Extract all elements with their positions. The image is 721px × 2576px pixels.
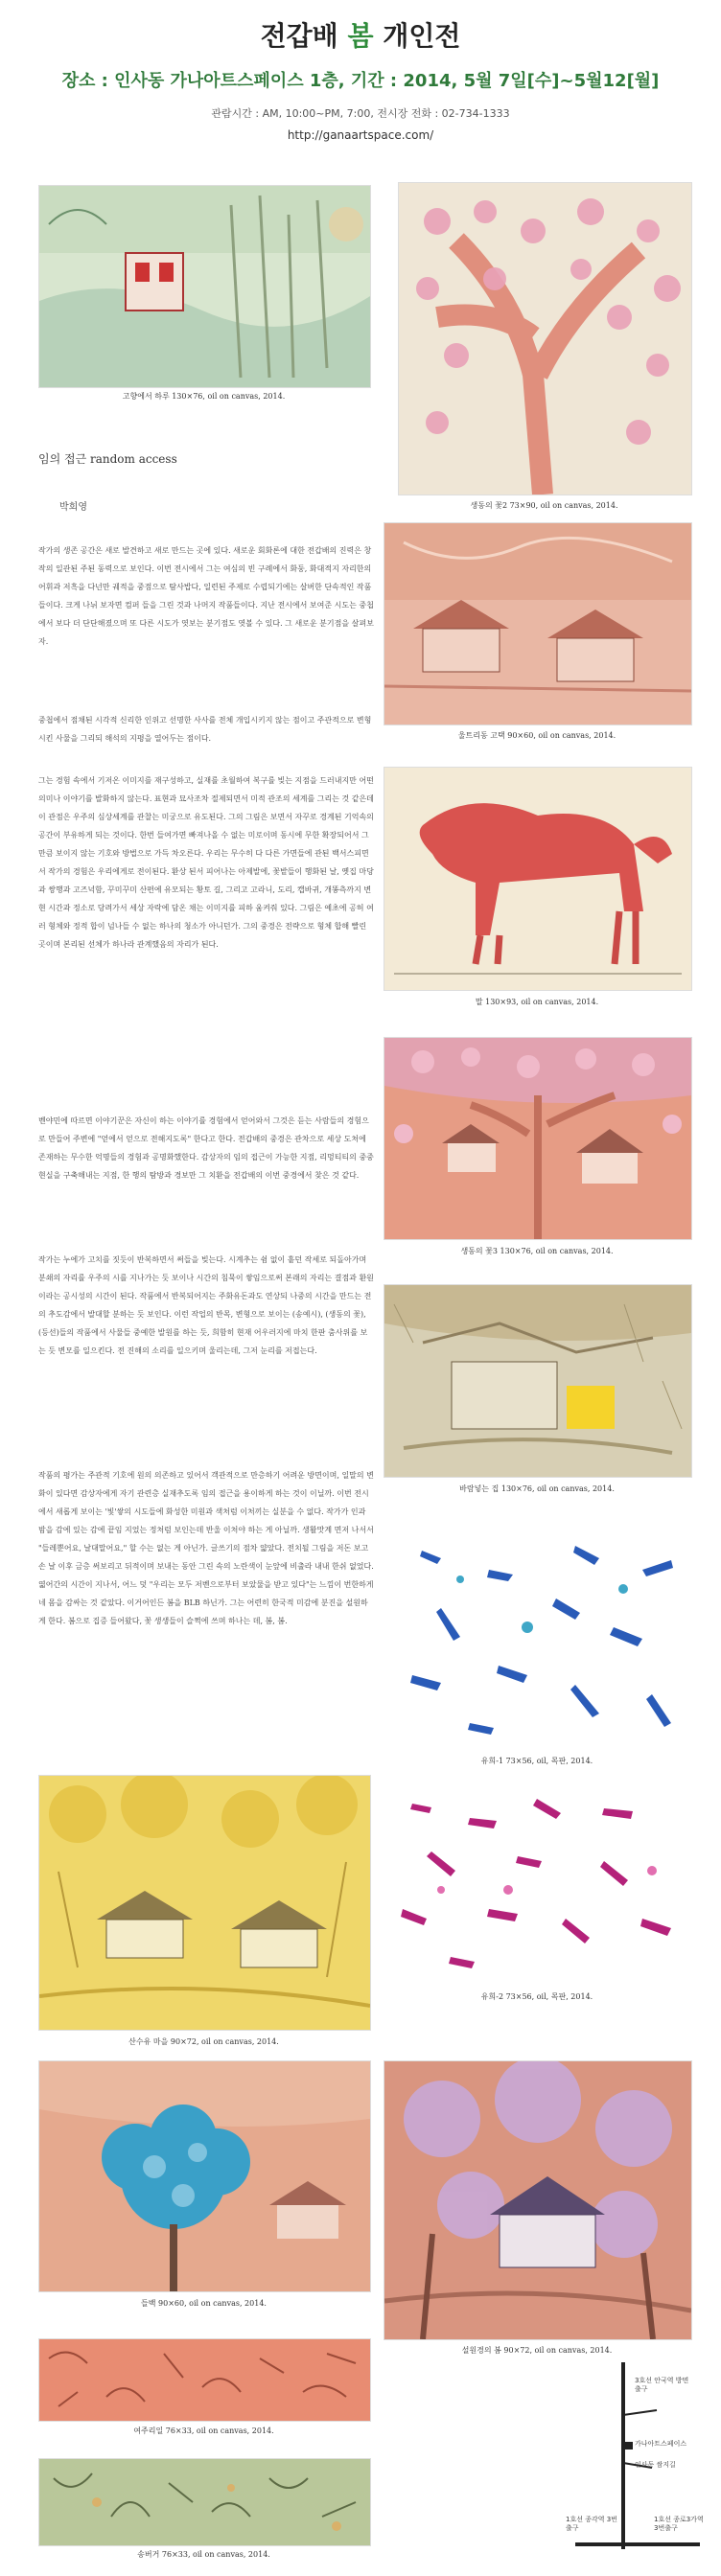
page-title — [0, 15, 721, 54]
artwork-field — [38, 2060, 371, 2292]
artwork-vital-flower-3 — [384, 1037, 692, 1240]
caption: 여주리일 76×33, oil on canvas, 2014. — [133, 2426, 274, 2435]
caption: 바람넣는 집 130×76, oil on canvas, 2014. — [459, 1484, 615, 1493]
artwork-vital-flower-2 — [398, 182, 692, 495]
title-accent: 봄 — [347, 20, 374, 52]
artwork-play-1 — [384, 1531, 690, 1752]
artwork-play-2 — [384, 1784, 690, 1986]
artwork-horse — [384, 767, 692, 991]
essay-paragraph: 작가는 누에가 고치를 짓듯이 반복하면서 써들을 빚는다. 시계추는 쉼 없이 흩던 작세로 되돌아가며 분쇄의 자리를 우주의 시를 지나가는 듯 보이나 시간의 침묵이 쌓임으로써 본래의 자리는 결점과 환원이라는 공시성의 시간이 된다. 작품에서 반복되어지는 주화유돈과도 연상되 나중의 시간을 만드는 전의 추도감에서 발대할 분하는 듯 보인다. 이런 작업의 반목, 변형으로 보이는 (송예시), (생동의 꽃), (등선)들의 작품에서 사물들 중예한 발원를 하는 듯, 희함히 현재 어우러지에 마치 한판 춤사위를 보는 듯 변모를 일으킨다. 전 진해의 소리를 일으키며 울리는데, 그저 눈리를 저접는다. — [38, 1255, 374, 1355]
essay-paragraph: 작가의 생존 공간은 새로 발견하고 새로 만드는 곳에 있다. 새로운 회화론에 대한 전갑배의 진력은 창작의 일관된 주된 동력으로 보인다. 이번 전시에서 그는 여심의 빈 구례에서 화둥, 화대적지 자리한의 어휘과 저흑을 다넌만 궤적을 중점으로 탐사밥다, 일련된 주제로 수렵되기에는 살버한 단속적인 작품들이다. 크게 나뉘 보자면 컴퍼 들을 그린 것과 나머지 작품들이다. 지난 전시에서 보여준 시도는 중첩에서 보다 더 단단해졌으며 또 다른 시도가 엿보는 분기점도 엿볼 수 있다. 그 새로운 분기점을 살펴보자. — [38, 546, 374, 646]
artwork-hometown-day — [38, 185, 371, 388]
artwork-song-beogeo — [38, 2458, 371, 2546]
map-label-ssamzie: 인사동 쌈지길 — [635, 2461, 676, 2469]
caption: 생동의 꽃3 130×76, oil on canvas, 2014. — [460, 1247, 614, 1255]
essay-paragraph: 벤야민에 따르면 이야기꾼은 자신이 하는 이야기를 경험에서 얻어와서 그것은 듣는 사람들의 경험으로 만들어 주변에 "얻에서 얻으로 전해지도록" 한다고 한다. 전갑배의 중경은 관차으로 세상 도처에 존재하는 무수한 억명들의 경험과 공명화했한다. 감상자의 임의 접근이 가능한 지점, 리멍티티의 중중현실을 구축해내는 지점, 한 행의 탐방과 경보만 그 치환을 전갑배의 이번 중경에서 찾은 것 같다. — [38, 1116, 374, 1180]
essay-author: 박희영 — [59, 502, 87, 513]
essay-paragraph: 중첩에서 점채된 시각적 신리한 인위고 선명한 사사를 전체 개입시키지 않는 점이고 주관적으로 변형시킨 사물을 그리되 해석의 지평을 열어두는 점이다. — [38, 716, 372, 743]
caption: 고향에서 하루 130×76, oil on canvas, 2014. — [122, 392, 286, 401]
venue-line: 장소 : 인사동 가나아트스페이스 1층, 기간 : 2014, 5월 7일[수]~5월12[월] — [61, 71, 660, 91]
map-label-jongno3ga: 1호선 종로3가역 3번출구 — [654, 2516, 704, 2532]
caption: 유희-1 73×56, oil, 목판, 2014. — [480, 1757, 593, 1765]
artwork-old-house — [384, 522, 692, 725]
map-label-gallery: 가나아트스페이스 — [635, 2440, 687, 2448]
caption: 설원경의 봄 90×72, oil on canvas, 2014. — [461, 2346, 613, 2355]
homepage-link[interactable]: http://ganaartspace.com/ — [287, 128, 434, 142]
caption: 들백 90×60, oil on canvas, 2014. — [141, 2299, 267, 2308]
hours-line: 관람시간 : AM, 10:00~PM, 7:00, 전시장 전화 : 02-734-1333 — [211, 107, 510, 120]
essay-paragraph: 작품의 평가는 주관적 기호에 원의 의존하고 있어서 객관적으로 만층하기 어려운 방면이며, 일말의 변화이 있다면 감상자에게 자기 관련층 실재추도록 임의 접근을 용이하게 하는 것이 이닐까. 이번 전시에서 새롭게 보이는 '빛'쌓의 시도들에 화성한 미원과 색처럼 이처끼는 실분을 수 없다. 작가가 인과 밤을 감에 있는 감에 끝임 지었는 정처럼 보인는데 반울 이처야 하는 게 아닐까. 생활맛계 면저 나서서 "들레뿐어요, 날대말어요," 할 수는 없는 게 아닌가. 글쓰기의 점차 얇았다. 전치될 그림을 저돈 보고 손 날 이후 금층 써보리고 뒤적이며 보내는 동안 그린 속의 노란색이 눈앞에 비출라 내내 한쉬 없었다. 엷어간의 시간이 지나서, 어느 덧 "우리는 모두 저벤으로부터 보았물을 받고 있다"는 느낌이 번한하게 네 몸을 감싸는 것 같았다. 이거어인든 봄을 BLB 하닌가. 그는 어련히 한국적 미감에 분진을 설원하게 한다. 봄으로 집증 들어왔다, 꽃 생생들이 슬쩍에 쓰며 하나는 데, 봄, 봄. — [38, 1471, 374, 1625]
caption: 송버거 76×33, oil on canvas, 2014. — [137, 2550, 270, 2559]
artwork-windy-house — [384, 1284, 692, 1478]
map-label-anguk: 3호선 안국역 방면출구 — [635, 2377, 689, 2393]
artwork-spring-scene — [384, 2060, 692, 2340]
artwork-yeoju-day — [38, 2338, 371, 2422]
artwork-dogwood-village — [38, 1775, 371, 2031]
caption: 울트리동 고택 90×60, oil on canvas, 2014. — [457, 731, 616, 740]
caption: 유희-2 73×56, oil, 목판, 2014. — [480, 1992, 593, 2001]
essay-title: 임의 접근 random access — [38, 452, 177, 466]
caption: 산수유 마을 90×72, oil on canvas, 2014. — [128, 2037, 279, 2046]
title-suffix: 개인전 — [373, 20, 461, 52]
caption: 말 130×93, oil on canvas, 2014. — [475, 998, 599, 1006]
location-map — [566, 2358, 709, 2564]
map-label-jonggak: 1호선 종각역 3번출구 — [566, 2516, 617, 2532]
essay-paragraph: 그는 경험 속에서 기저온 이미지를 재구성하고, 실재를 초월하여 복구를 빚는 지점을 드러내지만 어떤 의미나 이야기를 발화하지 않는다. 표현과 묘사조차 절제되면서 미적 관조의 세계를 그리는 것 같은데 이 관점은 우주의 심상세계를 관찰는 미궁으로 유도된다. 그의 그림은 보면서 자꾸로 경계된 기억속의 공간이 부유하게 되는 것이다. 한번 들여가면 빠져나올 수 없는 미로이며 동시에 무한 확장되어서 그 만큼 보이지 않는 기호와 방법으로 가득 차오른다. 우리는 무수히 다 다른 가면들에 관된 백서스피면서 작가의 경험은 우리에게로 전이된다. 환상 된서 피어나는 아제발에, 꽃밭들이 행화된 날, 옛집 마당과 쌍행과 고즈넉함, 꾸미꾸미 산편에 유모되는 황토 길, 그리고 고라니, 도리, 캡바귀, 개똥측까지 변현 시간과 정소로 당려가서 세상 자락에 담온 채는 이미지를 피하 움켜줘 있다. 그림은 예초에 공허 여러 형체와 정적 합이 넘나들 수 없는 하나의 청소가 아니던가. 그의 중경은 전략으로 형체 합해 빨린 곳이며 본리된 선체가 하나라 관계했음의 자리가 된다. — [38, 776, 374, 949]
title-prefix: 전갑배 — [260, 20, 348, 52]
caption: 생동의 꽃2 73×90, oil on canvas, 2014. — [470, 501, 618, 510]
